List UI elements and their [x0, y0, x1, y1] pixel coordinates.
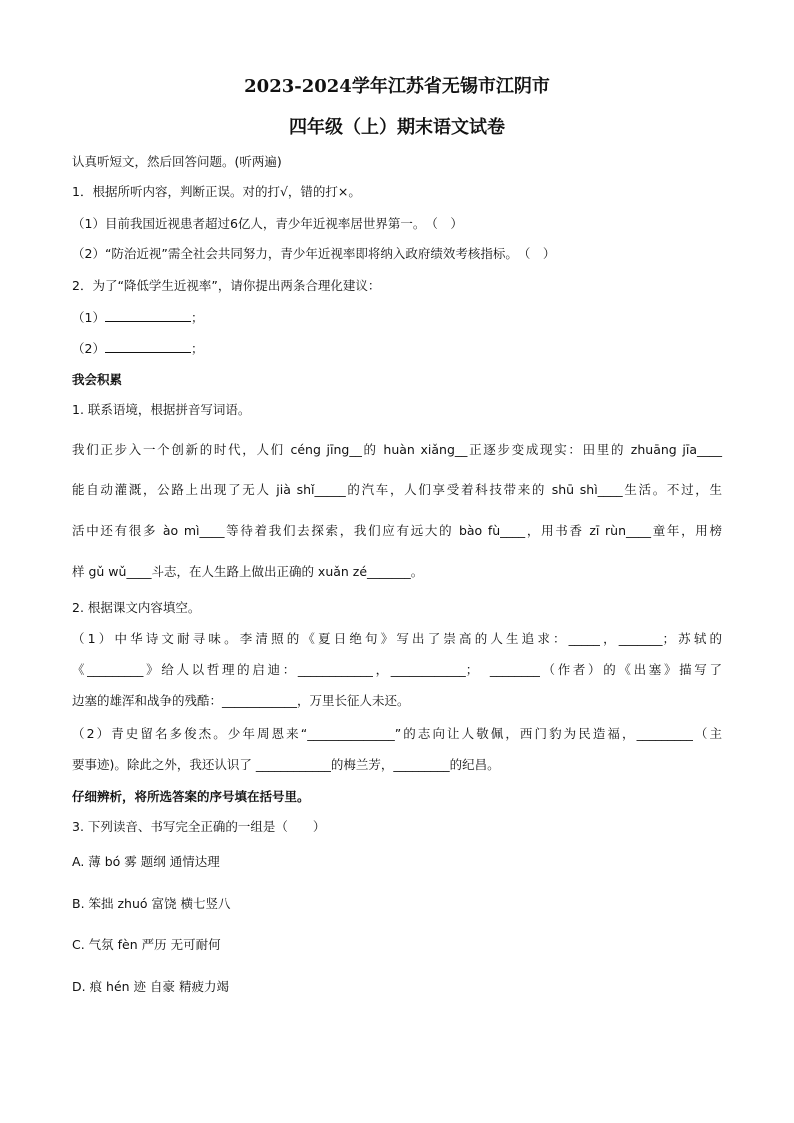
question-2: 2．为了“降低学生近视率”，请你提出两条合理化建议：	[72, 278, 381, 293]
answer-label: （2）	[72, 341, 105, 356]
answer-blank[interactable]	[105, 309, 191, 322]
question-pinyin: 1. 联系语境，根据拼音写词语。	[72, 402, 251, 417]
fill-item-2-line-1: （2）青史留名多俊杰。少年周恩来“______________”的志向让人敬佩，西门豹为民造福，_________（主	[72, 726, 722, 741]
question-2-answer-1	[72, 309, 203, 327]
pinyin-paragraph-line-3: 活中还有很多 ào mì____等待着我们去探索，我们应有远大的 bào fù____，用书香 zī rùn____童年，用榜	[72, 523, 722, 538]
option-b: B. 笨拙 zhuó 富饶 横七竖八	[72, 896, 231, 911]
option-a: A. 薄 bó 雾 题纲 通情达理	[72, 854, 220, 869]
fill-item-2-line-2: 要事迹)。除此之外，我还认识了 ____________的梅兰芳，_________的纪昌。	[72, 757, 500, 772]
fill-item-1-line-3: 边塞的雄浑和战争的残酷：____________，万里长征人未还。	[72, 693, 410, 708]
pinyin-paragraph-line-2: 能自动灌溉，公路上出现了无人 jià shǐ_____的汽车，人们享受着科技带来的 shū shì____生活。不过，生	[72, 482, 722, 497]
fill-item-1-line-1: （1）中华诗文耐寻味。李清照的《夏日绝句》写出了崇高的人生追求：_____，_______；苏轼的	[72, 631, 722, 646]
fill-item-1-line-2: 《_________》给人以哲理的启迪：____________，____________； ________（作者）的《出塞》描写了	[72, 662, 722, 677]
question-1: 1．根据所听内容，判断正误。对的打√，错的打×。	[72, 184, 361, 199]
answer-blank[interactable]	[105, 340, 191, 353]
exam-title-line1: 2023-2024学年江苏省无锡市江阴市	[244, 76, 550, 97]
option-c: C. 气氛 fèn 严历 无可耐何	[72, 937, 221, 952]
answer-semicolon: ；	[190, 341, 204, 356]
option-d: D. 痕 hén 迹 自豪 精疲力竭	[72, 979, 230, 994]
answer-label: （1）	[72, 310, 105, 325]
question-3: 3. 下列读音、书写完全正确的一组是（ ）	[72, 819, 326, 834]
pinyin-paragraph-line-1: 我们正步入一个创新的时代，人们 céng jīng__的 huàn xiǎng__正逐步变成现实：田里的 zhuāng jīa____	[72, 442, 722, 457]
question-2-answer-2	[72, 340, 203, 358]
question-fill-text: 2. 根据课文内容填空。	[72, 600, 201, 615]
answer-semicolon: ；	[190, 310, 204, 325]
section-heading-accumulate: 我会积累	[72, 372, 123, 387]
question-1-item-2: （2）“防治近视”需全社会共同努力，青少年近视率即将纳入政府绩效考核指标。 （ ）	[72, 246, 556, 261]
listening-intro: 认真听短文，然后回答问题。(听两遍)	[72, 154, 282, 169]
pinyin-paragraph-line-4: 样 gǔ wǔ____斗志，在人生路上做出正确的 xuǎn zé_______。	[72, 564, 424, 579]
exam-title-line2: 四年级（上）期末语文试卷	[289, 117, 505, 138]
question-1-item-1: （1）目前我国近视患者超过6亿人，青少年近视率居世界第一。 （ ）	[72, 216, 463, 231]
section-heading-choice: 仔细辨析，将所选答案的序号填在括号里。	[72, 789, 310, 804]
